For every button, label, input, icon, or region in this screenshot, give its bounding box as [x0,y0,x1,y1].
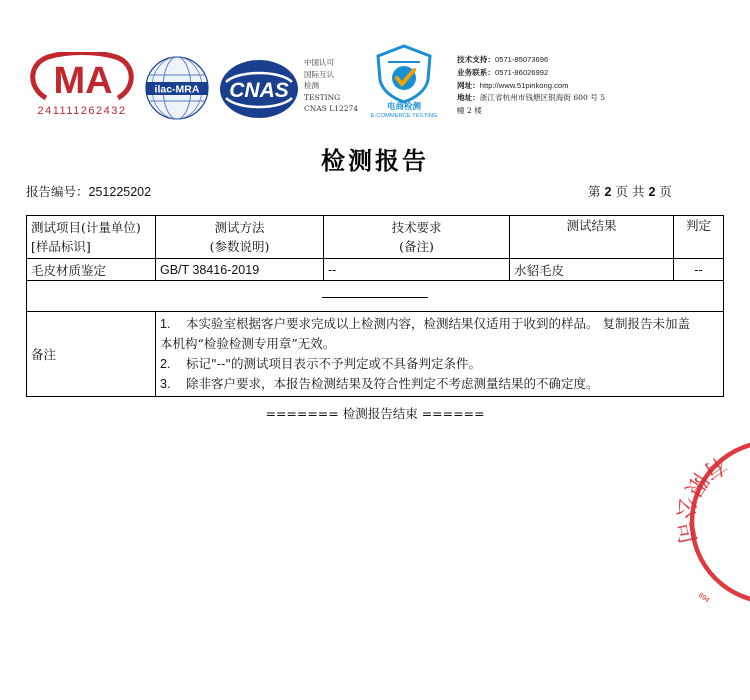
official-seal-stamp [672,438,750,608]
cnas-logo-text: CNAS [229,79,289,102]
document-title: 检测报告 [321,147,429,175]
cma-number: 241111262432 [37,105,127,117]
report-number-label: 报告编号： [26,184,89,199]
note-item: 3. 除非客户要求，本报告检测结果及符合性判定不考虑测量结果的不确定度。 [160,376,599,391]
cma-logo [30,52,134,124]
cell-test-method: GB/T 38416-2019 [156,259,324,281]
ilac-mra-logo [144,55,210,121]
tech-support-label: 技术支持： [457,55,495,64]
cell-test-item: 毛皮材质鉴定 [27,259,156,281]
cnas-emblem-icon [218,58,300,120]
notes-content [156,312,724,397]
address-line2: 幢 2 楼 [457,106,482,116]
seal-text: 有限公司 [672,451,731,553]
header-requirement: 技术要求 (备注) [324,216,510,259]
seal-digits: 894 [696,591,711,605]
ilac-globe-icon [144,55,210,121]
business-contact-phone: 0571-86026992 [494,67,549,77]
header-test-method: 测试方法 (参数说明) [156,216,324,259]
business-contact-label: 业务联系： [457,67,495,77]
shield-check-icon [368,44,440,118]
page-prefix: 第 [588,184,601,199]
report-end-mark: ======= 检测报告结束 ====== [265,406,485,421]
address-label: 地址： [457,93,480,103]
header-test-item: 测试项目(计量单位) [样品标识] [27,216,156,259]
page-suffix: 页 [659,184,672,199]
cma-letters: MA [53,60,113,102]
cnas-logo [218,58,300,120]
cnas-line: CNAS L12274 [304,104,359,113]
cnas-line: TESTING [304,92,341,102]
cell-judgement: -- [674,259,724,281]
table-row [27,259,724,281]
cell-result: 水貂毛皮 [510,259,674,281]
header-judgement: 判定 [674,216,724,259]
note-item: 2. 标记"--"的测试项目表示不予判定或不具备判定条件。 [160,356,481,371]
cnas-accreditation-text [304,57,358,115]
page-indicator [588,182,672,200]
note-item: 本机构“检验检测专用章”无效。 [160,336,336,351]
cnas-line: 检测 [304,81,319,90]
report-number-value: 251225202 [88,185,152,199]
ecommerce-cn-label: 电商检测 [386,102,422,112]
address-value: 浙江省杭州市钱塘区银海街 600 号 5 [479,93,606,103]
ecommerce-testing-logo [368,44,440,118]
cma-emblem-icon [30,52,134,104]
svg-text:有限公司 [672,451,731,552]
cnas-line: 中国认可 [304,58,334,67]
page-current: 2 [604,185,612,199]
page-mid: 页 共 [615,184,645,199]
note-item: 1. 本实验室根据客户要求完成以上检测内容，检测结果仅适用于收到的样品。 复制报告未加盖 [160,316,690,331]
cnas-line: 国际互认 [304,69,334,79]
ecommerce-en-label: E-COMMERCE TESTING [370,113,438,118]
cell-requirement: -- [324,259,510,281]
tech-support-phone: 0571-85073696 [494,55,549,64]
separator-line [322,297,428,298]
header-result: 测试结果 [510,216,674,259]
page-total: 2 [648,185,656,199]
notes-row [27,312,724,397]
table-header-row [27,216,724,259]
seal-icon [672,438,750,608]
website-url: http://www.51pinkong.com [479,80,569,90]
test-results-table [26,215,724,397]
ilac-label: ilac-MRA [154,83,200,96]
notes-label: 备注 [27,312,156,397]
contact-info [457,54,605,118]
website-label: 网址： [457,80,480,90]
report-number [26,182,151,200]
table-end-separator-row [27,281,724,312]
